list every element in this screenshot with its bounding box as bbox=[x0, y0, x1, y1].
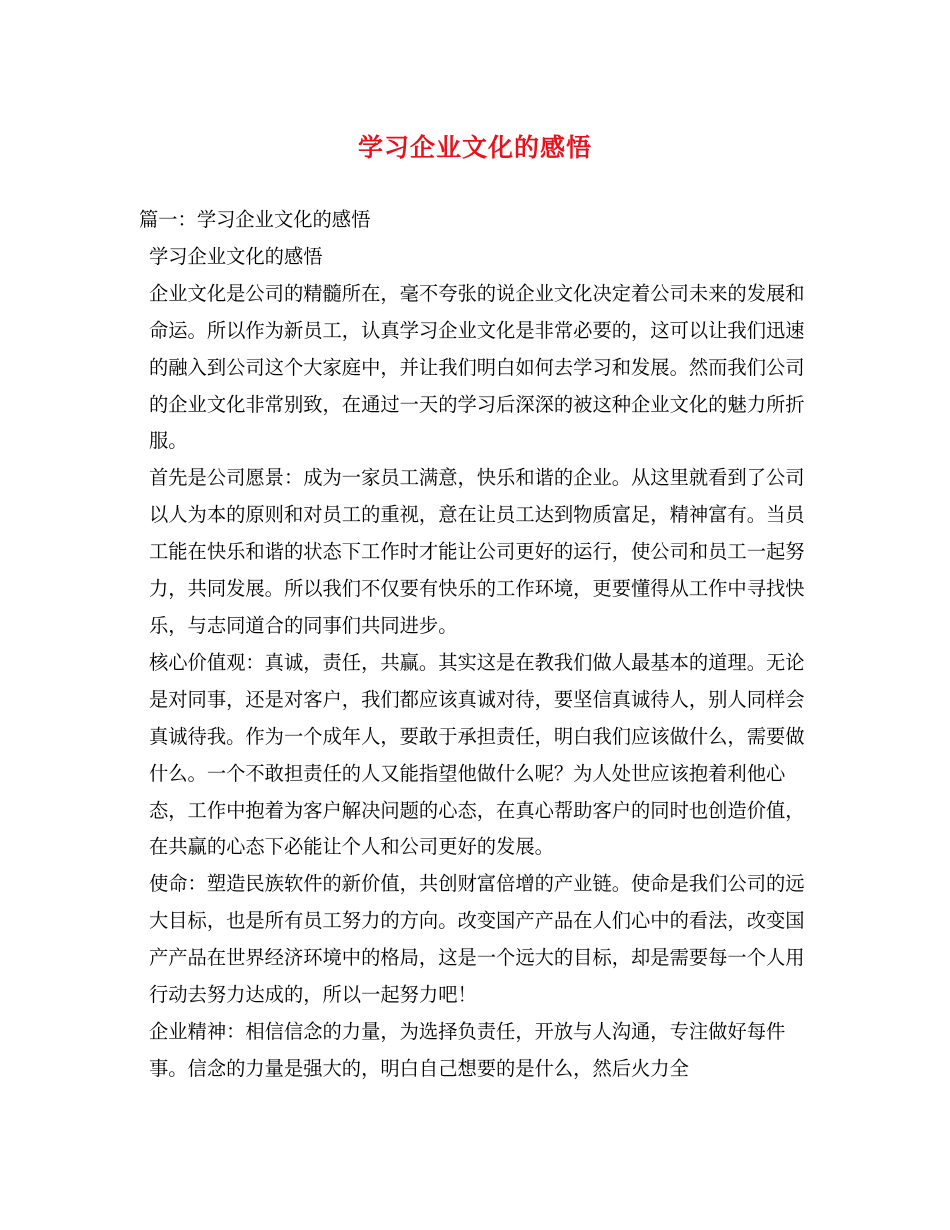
document-title: 学习企业文化的感悟 bbox=[357, 133, 592, 162]
paragraph-intro: 企业文化是公司的精髓所在，毫不夸张的说企业文化决定着公司未来的发展和命运。所以作为新员工，认真学习企业文化是非常必要的，这可以让我们迅速的融入到公司这个大家庭中，并让我们明白如何去学习和发展。然而我们公司的企业文化非常别致，在通过一天的学习后深深的被这种企业文化的魅力所折服。 bbox=[149, 281, 805, 453]
section-heading: 篇一：学习企业文化的感悟 bbox=[139, 208, 371, 231]
paragraph-vision: 首先是公司愿景：成为一家员工满意，快乐和谐的企业。从这里就看到了公司以人为本的原则和对员工的重视，意在让员工达到物质富足，精神富有。当员工能在快乐和谐的状态下工作时才能让公司更好的运行，使公司和员工一起努力，共同发展。所以我们不仅要有快乐的工作环境，更要懂得从工作中寻找快乐，与志同道合的同事们共同进步。 bbox=[149, 466, 805, 637]
paragraph-spirit: 企业精神：相信信念的力量，为选择负责任，开放与人沟通，专注做好每件事。信念的力量是强大的，明白自己想要的是什么，然后火力全 bbox=[149, 1019, 786, 1080]
paragraph-mission: 使命：塑造民族软件的新价值，共创财富倍增的产业链。使命是我们公司的远大目标，也是所有员工努力的方向。改变国产产品在人们心中的看法，改变国产产品在世界经济环境中的格局，这是一个远大的目标，却是需要每一个人用行动去努力达成的，所以一起努力吧！ bbox=[149, 872, 805, 1007]
subheading: 学习企业文化的感悟 bbox=[149, 244, 323, 268]
paragraph-core-values: 核心价值观：真诚，责任，共赢。其实这是在教我们做人最基本的道理。无论是对同事，还是对客户，我们都应该真诚对待，要坚信真诚待人，别人同样会真诚待我。作为一个成年人，要敢于承担责任，明白我们应该做什么，需要做什么。一个不敢担责任的人又能指望他做什么呢？为人处世应该抱着利他心态，工作中抱着为客户解决问题的心态，在真心帮助客户的同时也创造价值，在共赢的心态下必能让个人和公司更好的发展。 bbox=[149, 650, 805, 859]
document-body bbox=[139, 202, 821, 1088]
